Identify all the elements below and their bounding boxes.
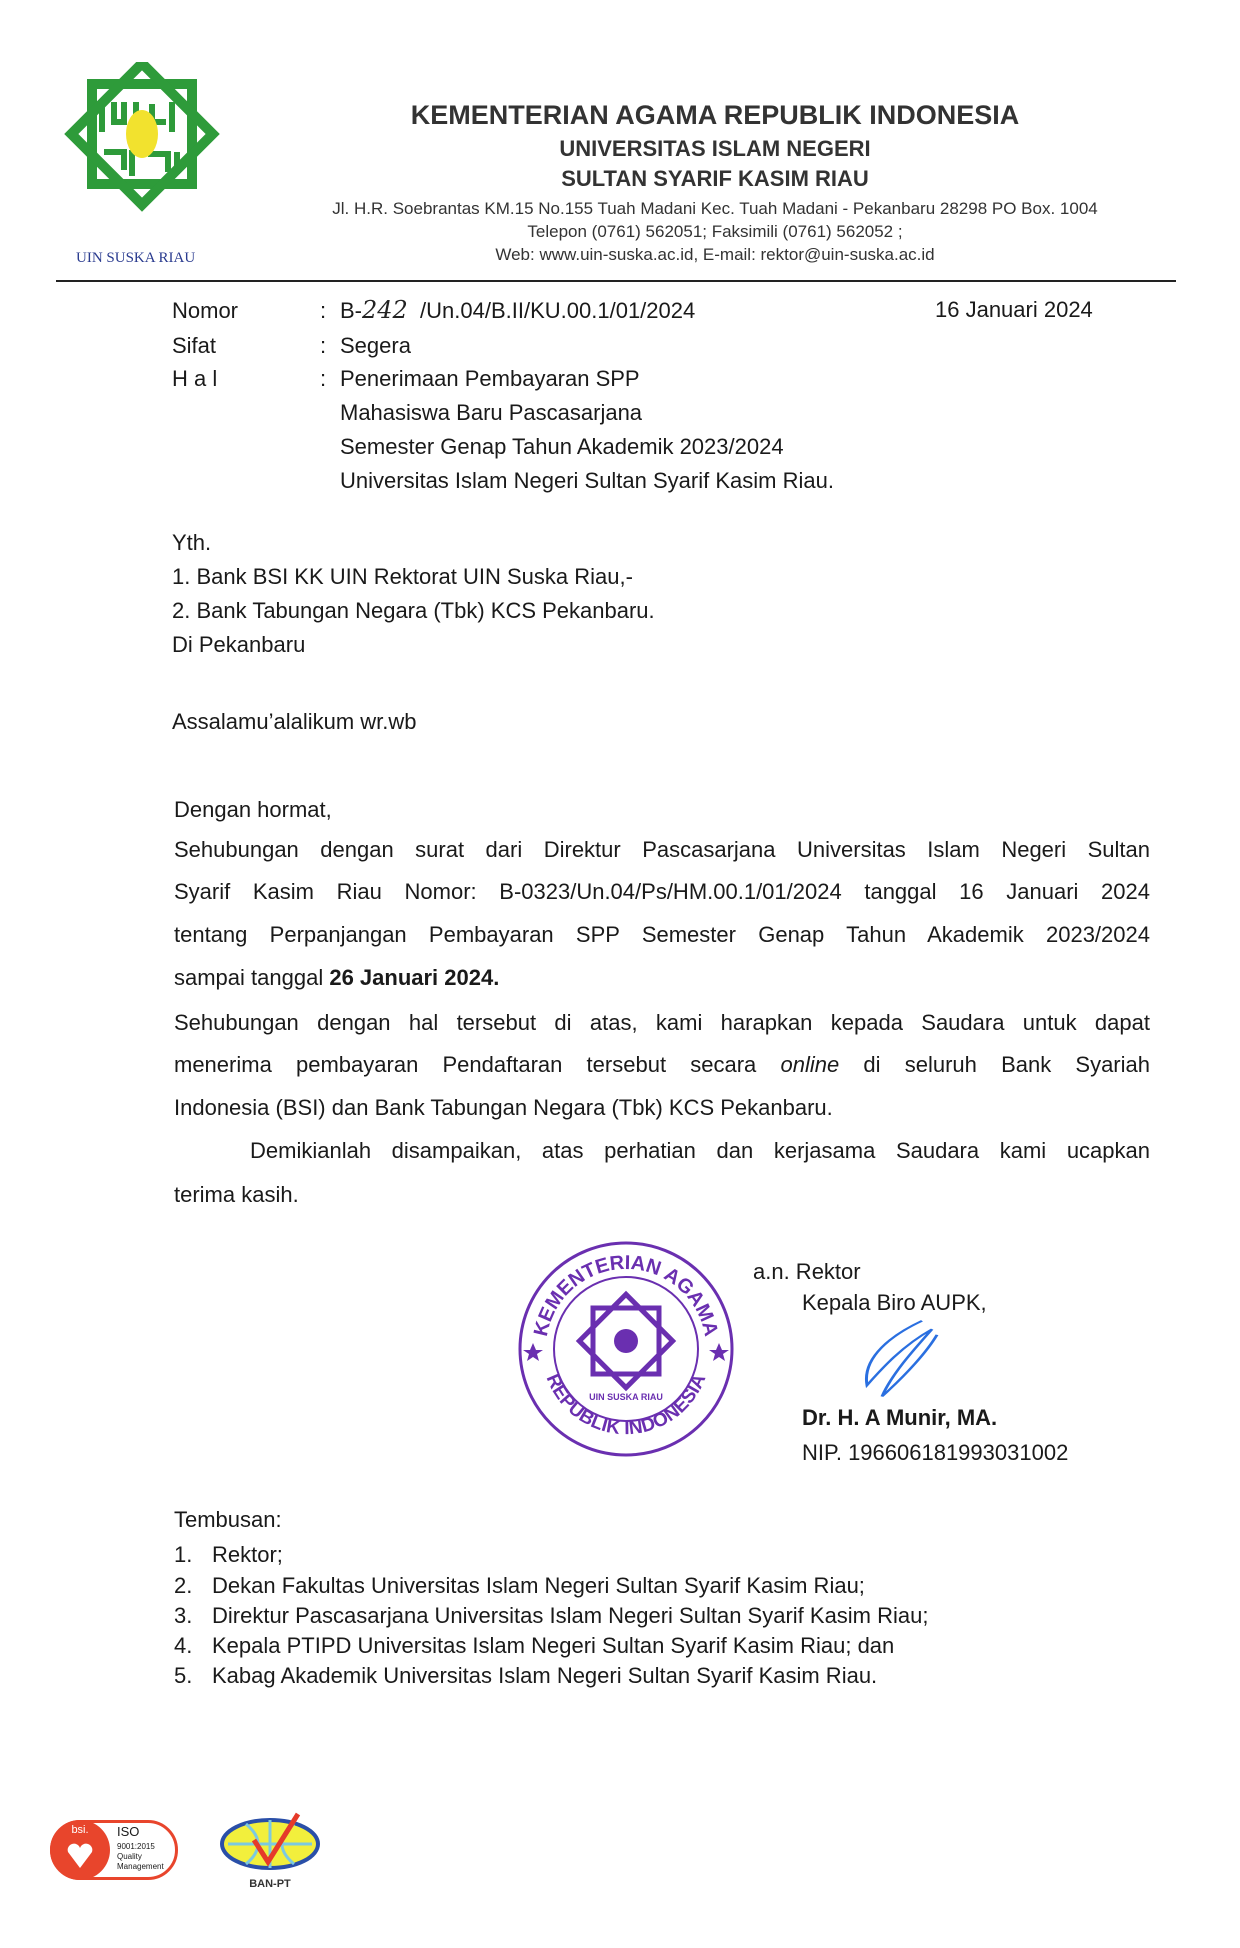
signer-name: Dr. H. A Munir, MA. <box>802 1405 998 1430</box>
hal-colon: : <box>320 366 327 391</box>
ministry-title: KEMENTERIAN AGAMA REPUBLIK INDONESIA <box>410 100 1020 130</box>
ban-pt-logo <box>218 1810 322 1896</box>
online-italic: online <box>780 1052 840 1077</box>
paragraph-2-line: Sehubungan dengan hal tersebut di atas, kami harapkan kepada Saudara untuk dapat <box>174 1010 1150 1035</box>
signer-position: Kepala Biro AUPK, <box>802 1290 987 1315</box>
paragraph-2-line: Indonesia (BSI) dan Bank Tabungan Negara (Tbk) KCS Pekanbaru. <box>174 1095 833 1120</box>
iso-quality: Quality <box>117 1852 142 1861</box>
stamp-caption: UIN SUSKA RIAU <box>589 1392 663 1402</box>
iso-management: Management <box>117 1862 164 1871</box>
cc-item: Kepala PTIPD Universitas Islam Negeri Sultan Syarif Kasim Riau; dan <box>212 1633 895 1658</box>
hal-line: Penerimaan Pembayaran SPP <box>340 366 640 391</box>
greeting: Assalamu’alalikum wr.wb <box>172 709 417 734</box>
bsi-brand: bsi. <box>71 1824 89 1836</box>
paragraph-1-line: tentang Perpanjangan Pembayaran SPP Semester Genap Tahun Akademik 2023/2024 <box>174 922 1150 947</box>
svg-text:REPUBLIK INDONESIA <box>542 1371 711 1440</box>
address: Jl. H.R. Soebrantas KM.15 No.155 Tuah Madani Kec. Tuah Madani - Pekanbaru 28298 PO Box. 1004 <box>332 199 1098 218</box>
nomor-handwritten: 242 <box>362 296 408 324</box>
hal-label: H a l <box>172 366 218 391</box>
hal-line: Semester Genap Tahun Akademik 2023/2024 <box>340 434 784 459</box>
deadline-date: 26 Januari 2024. <box>329 965 500 990</box>
handwritten-signature <box>852 1318 942 1402</box>
stamp-text-bottom: REPUBLIK INDONESIA <box>541 1370 711 1440</box>
opening: Dengan hormat, <box>174 797 332 822</box>
p1-last-text: sampai tanggal <box>174 965 330 990</box>
hal-line: Mahasiswa Baru Pascasarjana <box>340 400 643 425</box>
cc-item: Dekan Fakultas Universitas Islam Negeri Sultan Syarif Kasim Riau; <box>212 1573 865 1598</box>
university-title-1: UNIVERSITAS ISLAM NEGERI <box>559 136 871 161</box>
cc-number: 1. <box>174 1542 193 1567</box>
cc-number: 2. <box>174 1573 193 1598</box>
stamp-text-top: KEMENTERIAN AGAMA <box>530 1251 722 1339</box>
cc-item: Direktur Pascasarjana Universitas Islam Negeri Sultan Syarif Kasim Riau; <box>212 1603 929 1628</box>
recipient-place: Di Pekanbaru <box>172 632 306 657</box>
nomor-value <box>340 298 695 323</box>
bsi-heart-icon <box>50 1820 110 1880</box>
paragraph-1-last <box>174 965 1150 990</box>
paragraph-1-line: Sehubungan dengan surat dari Direktur Pascasarjana Universitas Islam Negeri Sultan <box>174 837 1150 862</box>
cc-number: 4. <box>174 1633 193 1658</box>
yth: Yth. <box>172 530 212 555</box>
sifat-value: Segera <box>340 333 411 358</box>
nomor-colon: : <box>320 298 327 323</box>
header-divider <box>56 280 1176 282</box>
hal-line: Universitas Islam Negeri Sultan Syarif Kasim Riau. <box>340 468 834 493</box>
nomor-prefix: B- <box>340 298 362 323</box>
p2-text: menerima pembayaran Pendaftaran tersebut secara <box>174 1052 781 1077</box>
iso-certification-logo <box>50 1820 178 1880</box>
sifat-label: Sifat <box>172 333 217 358</box>
nomor-suffix: /Un.04/B.II/KU.00.1/01/2024 <box>420 298 696 323</box>
p2-text: di seluruh Bank Syariah <box>839 1052 1150 1077</box>
iso-standard: 9001:2015 <box>117 1842 155 1851</box>
cc-item: Kabag Akademik Universitas Islam Negeri Sultan Syarif Kasim Riau. <box>212 1663 878 1688</box>
logo-caption: UIN SUSKA RIAU <box>76 250 196 266</box>
official-stamp <box>515 1238 737 1460</box>
paragraph-1-line: Syarif Kasim Riau Nomor: B-0323/Un.04/Ps/HM.00.1/01/2024 tanggal 16 Januari 2024 <box>174 879 1150 904</box>
recipient-item: 1. Bank BSI KK UIN Rektorat UIN Suska Riau,- <box>172 564 633 589</box>
paragraph-2-line <box>174 1052 1150 1077</box>
nomor-label: Nomor <box>172 298 239 323</box>
iso-title: ISO <box>117 1824 140 1839</box>
university-title-2: SULTAN SYARIF KASIM RIAU <box>561 166 869 191</box>
ban-pt-label: BAN-PT <box>249 1878 291 1890</box>
cc-number: 5. <box>174 1663 193 1688</box>
web-email: Web: www.uin-suska.ac.id, E-mail: rektor@uin-suska.ac.id <box>495 245 935 264</box>
cc-number: 3. <box>174 1603 193 1628</box>
paragraph-3-line: Demikianlah disampaikan, atas perhatian dan kerjasama Saudara kami ucapkan <box>250 1138 1150 1163</box>
cc-item: Rektor; <box>212 1542 283 1567</box>
university-logo <box>52 62 232 242</box>
paragraph-3-line: terima kasih. <box>174 1182 299 1207</box>
letter-date: 16 Januari 2024 <box>935 297 1093 322</box>
on-behalf: a.n. Rektor <box>753 1259 861 1284</box>
recipient-item: 2. Bank Tabungan Negara (Tbk) KCS Pekanbaru. <box>172 598 655 623</box>
signer-nip: NIP. 196606181993031002 <box>802 1440 1069 1465</box>
cc-title: Tembusan: <box>174 1507 282 1532</box>
phone: Telepon (0761) 562051; Faksimili (0761) 562052 ; <box>527 222 903 241</box>
sifat-colon: : <box>320 333 327 358</box>
